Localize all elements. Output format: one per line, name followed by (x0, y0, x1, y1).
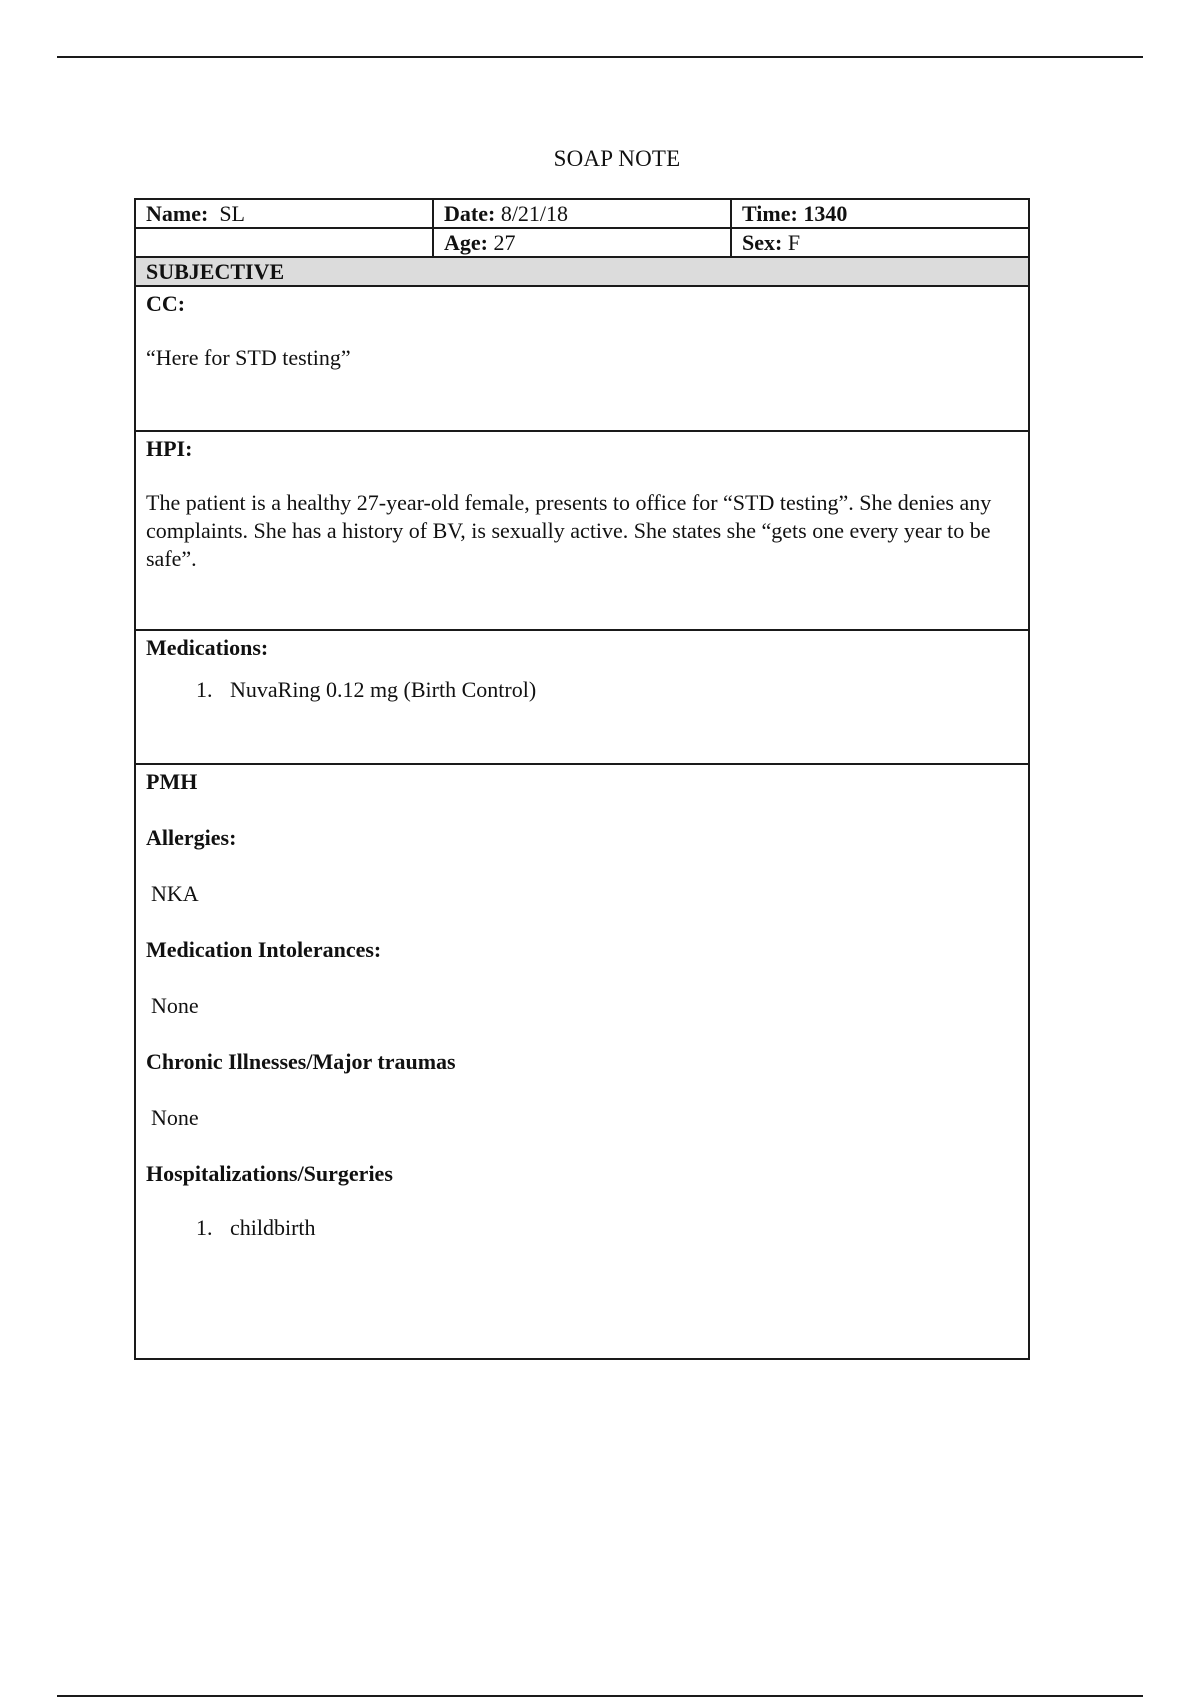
list-item: 1. childbirth (218, 1214, 1018, 1242)
name-cell (135, 199, 433, 228)
sex-label: Sex: (742, 230, 783, 255)
hospitalizations-list (146, 1214, 1018, 1242)
empty-cell (135, 228, 433, 257)
medications-cell (135, 630, 1029, 764)
chronic-illnesses-label: Chronic Illnesses/Major traumas (146, 1049, 456, 1074)
cc-label: CC: (146, 291, 186, 316)
header-row-2 (135, 228, 1029, 257)
name-label: Name: (146, 201, 209, 226)
date-label: Date: (444, 201, 496, 226)
soap-note-table (134, 198, 1030, 1360)
header-row-1 (135, 199, 1029, 228)
hpi-label: HPI: (146, 436, 193, 461)
allergies-value: NKA (151, 881, 199, 906)
hpi-text: The patient is a healthy 27-year-old female, presents to office for “STD testing”. She denies any complaints. She has a history of BV, is sexually active. She states she “gets one every year to be safe”. (146, 490, 992, 571)
pmh-cell (135, 764, 1029, 1359)
cc-row (135, 286, 1029, 431)
time-label: Time: (742, 201, 798, 226)
allergies-label: Allergies: (146, 825, 237, 850)
pmh-row (135, 764, 1029, 1359)
subjective-band (135, 257, 1029, 286)
intolerances-value: None (151, 993, 199, 1018)
bottom-rule (57, 1695, 1143, 1697)
page-title: SOAP NOTE (553, 146, 681, 171)
medications-row (135, 630, 1029, 764)
cc-text: “Here for STD testing” (146, 345, 351, 370)
time-cell (731, 199, 1029, 228)
medications-list (146, 676, 1018, 704)
medications-label: Medications: (146, 635, 269, 660)
pmh-heading: PMH (146, 769, 198, 794)
top-rule (57, 56, 1143, 58)
subjective-heading: SUBJECTIVE (135, 257, 1029, 286)
time-value: 1340 (803, 201, 848, 226)
intolerances-label: Medication Intolerances: (146, 937, 382, 962)
list-item: 1. NuvaRing 0.12 mg (Birth Control) (218, 676, 1018, 704)
chronic-illnesses-value: None (151, 1105, 199, 1130)
hospitalizations-label: Hospitalizations/Surgeries (146, 1161, 393, 1186)
name-value: SL (219, 201, 245, 226)
date-value: 8/21/18 (500, 201, 569, 226)
date-cell (433, 199, 731, 228)
hpi-cell (135, 431, 1029, 630)
sex-value: F (787, 230, 801, 255)
age-label: Age: (444, 230, 488, 255)
sex-cell (731, 228, 1029, 257)
hpi-row (135, 431, 1029, 630)
age-cell (433, 228, 731, 257)
age-value: 27 (493, 230, 516, 255)
cc-cell (135, 286, 1029, 431)
